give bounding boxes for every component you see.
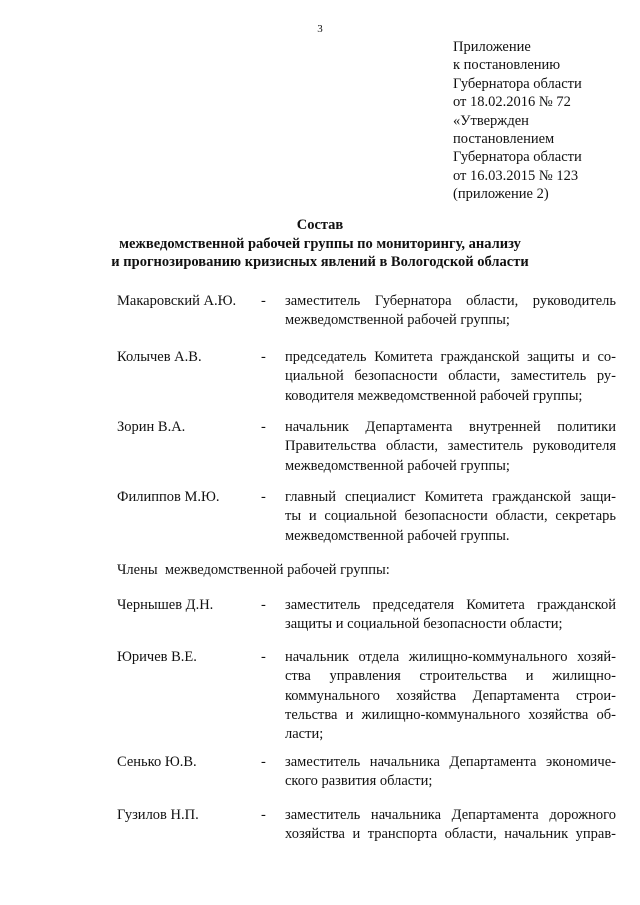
appendix-line: постановлением <box>453 131 555 148</box>
person-name: Макаровский А.Ю. <box>117 293 237 309</box>
dash-separator: - <box>261 807 266 823</box>
person-name: Юричев В.Е. <box>117 649 197 665</box>
members-heading: Члены межведомственной рабочей группы: <box>117 562 390 578</box>
person-name: Сенько Ю.В. <box>117 754 197 770</box>
dash-separator: - <box>261 597 266 613</box>
dash-separator: - <box>261 754 266 770</box>
description-line: заместитель председателя Комитета гражданской <box>285 597 616 613</box>
description-line: Правительства области, заместитель руководителя <box>285 438 616 455</box>
description-line: хозяйства и транспорта области, начальник управ- <box>285 826 616 843</box>
appendix-line: Губернатора области <box>453 149 582 166</box>
appendix-line: от 16.03.2015 № 123 <box>453 167 579 184</box>
description-line: начальник отдела жилищно-коммунального хозяй- <box>285 649 616 665</box>
title-line: межведомственной рабочей группы по мониторингу, анализу <box>119 235 521 252</box>
description-line: заместитель начальника Департамента экономиче- <box>285 754 616 770</box>
person-name: Филиппов М.Ю. <box>117 489 220 505</box>
description-line: ководителя межведомственной рабочей группы; <box>285 387 583 404</box>
position-description <box>285 753 616 792</box>
appendix-note <box>453 38 582 204</box>
appendix-line: к постановлению <box>453 57 561 74</box>
dash-separator: - <box>261 489 266 505</box>
person-name: Колычев А.В. <box>117 349 202 365</box>
dash-separator: - <box>261 649 266 665</box>
description-line: заместитель Губернатора области, руководитель <box>285 293 616 309</box>
title-line: и прогнозированию кризисных явлений в Вологодской области <box>111 254 529 270</box>
dash-separator: - <box>261 419 266 435</box>
description-line: заместитель начальника Департамента дорожного <box>285 807 616 823</box>
description-line: главный специалист Комитета гражданской защи- <box>285 489 616 505</box>
appendix-line: Приложение <box>453 39 531 55</box>
position-description <box>285 806 616 845</box>
appendix-line: «Утвержден <box>453 112 529 129</box>
title-line: Состав <box>296 217 344 233</box>
position-description <box>285 292 616 331</box>
document-title <box>0 216 640 272</box>
description-line: коммунального хозяйства Департамента строи- <box>285 687 616 704</box>
position-description <box>285 648 616 744</box>
dash-separator: - <box>261 293 266 309</box>
description-line: межведомственной рабочей группы; <box>285 312 510 329</box>
dash-separator: - <box>261 349 266 365</box>
position-description <box>285 488 616 546</box>
description-line: защиты и социальной безопасности области; <box>285 616 563 633</box>
description-line: председатель Комитета гражданской защиты и со- <box>285 349 616 365</box>
appendix-line: (приложение 2) <box>453 186 549 203</box>
description-line: начальник Департамента внутренней политики <box>285 419 616 435</box>
description-line: межведомственной рабочей группы. <box>285 527 510 544</box>
position-description <box>285 348 616 406</box>
person-name: Чернышев Д.Н. <box>117 597 214 613</box>
position-description <box>285 418 616 476</box>
description-line: ласти; <box>285 726 324 743</box>
appendix-line: от 18.02.2016 № 72 <box>453 94 571 111</box>
description-line: ского развития области; <box>285 773 433 790</box>
description-line: межведомственной рабочей группы; <box>285 457 510 474</box>
description-line: ты и социальной безопасности области, секретарь <box>285 508 616 525</box>
person-name: Гузилов Н.П. <box>117 807 199 823</box>
appendix-line: Губернатора области <box>453 75 582 92</box>
description-line: ства управления строительства и жилищно- <box>285 668 616 685</box>
person-name: Зорин В.А. <box>117 419 186 435</box>
description-line: тельства и жилищно-коммунального хозяйства об- <box>285 706 616 723</box>
position-description <box>285 596 616 635</box>
description-line: циальной безопасности области, заместитель ру- <box>285 368 616 385</box>
page-number: 3 <box>317 23 323 35</box>
